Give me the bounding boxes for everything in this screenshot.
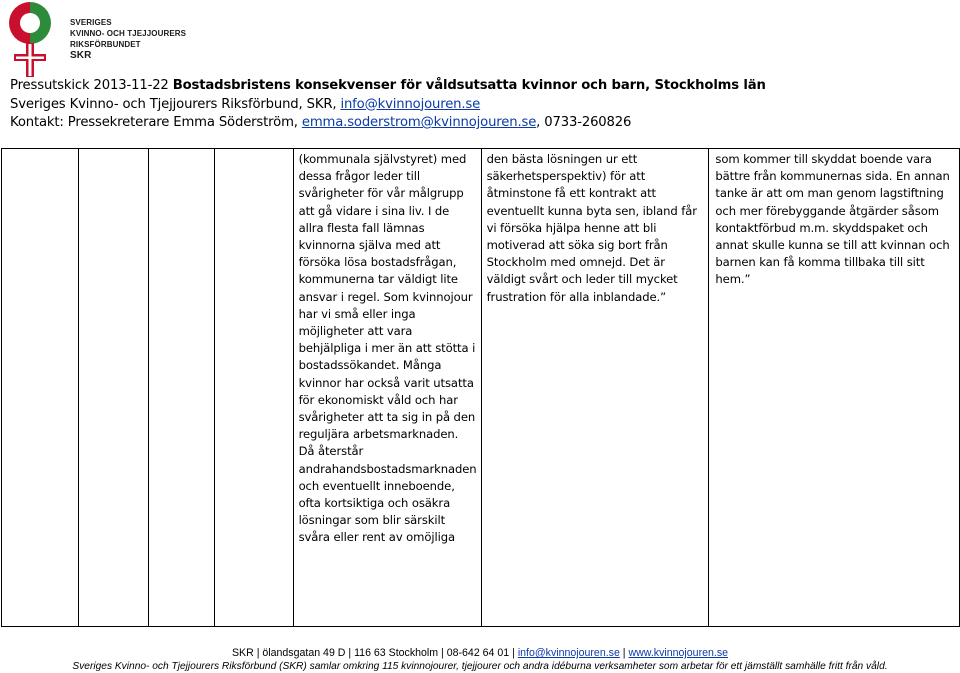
cell-text-col7: som kommer till skyddat boende vara bättre från kommunernas sida. En annan tanke är att om man genom lagstiftning och mer förebyggande åtgärder såsom kontaktförbud m.m. skyddspaket och annat skulle kunna se till att kvinnan och barnen kan få komma tillbaka till sitt hem.”	[715, 152, 950, 287]
skr-logo	[8, 0, 188, 80]
table-cell-2	[79, 149, 148, 627]
footer-address: SKR | ölandsgatan 49 D | 116 63 Stockholm | 08-642 64 01 | info@kvinnojouren.se | www.kvinnojouren.se	[231, 647, 729, 659]
contact-line: Kontakt: Pressekreterare Emma Söderström, emma.soderstrom@kvinnojouren.se, 0733-260826	[10, 115, 632, 130]
footer-description: Sveriges Kvinno- och Tjejjourers Riksförbund (SKR) samlar omkring 115 kvinnojourer, tjejjourer och andra idéburna verksamheter som arbetar för ett jämställt samhälle fritt från våld.	[72, 661, 888, 672]
logo-wordmark: SVERIGES KVINNO- OCH TJEJJOURERS RIKSFÖRBUNDET SKR	[70, 18, 187, 61]
press-title-line	[10, 77, 766, 96]
cell-text-col5: (kommunala självstyret) med dessa frågor leder till svårigheter för vår målgrupp att gå vidare i sina liv. I de allra flesta fall lämnas kvinnorna själva med att försöka lösa bostadsfrågan, kommunerna tar väldigt lite ansvar i regel. Som kvinnojour har vi små eller inga möjligheter att vara behjälpliga i mer än att stötta i bostadssökandet. Många kvinnor har också varit utsatta för ekonomiskt våld och har svårigheter att ta sig in på den reguljära arbetsmarknaden. Då återstår andrahandsbostadsmarknaden och eventuellt inneboende, ofta kortsiktiga och osäkra lösningar som blir särskilt svåra eller rent av omöjliga	[298, 152, 477, 545]
contact-email-link[interactable]: emma.soderstrom@kvinnojouren.se	[301, 115, 537, 130]
footer-web-link[interactable]: www.kvinnojouren.se	[628, 647, 729, 659]
table-cell-5	[293, 149, 481, 627]
table-row	[2, 149, 960, 627]
table-cell-7	[709, 149, 960, 627]
table-cell-4	[215, 149, 293, 627]
venus-symbol-icon	[8, 0, 68, 80]
press-date: Pressutskick 2013-11-22	[10, 78, 169, 93]
org-line: Sveriges Kvinno- och Tjejjourers Riksförbund, SKR, info@kvinnojouren.se	[10, 96, 481, 112]
press-title: Bostadsbristens konsekvenser för våldsutsatta kvinnor och barn, Stockholms län	[172, 78, 766, 93]
table-cell-3	[148, 149, 215, 627]
table-cell-1	[2, 149, 79, 627]
survey-table	[1, 148, 960, 627]
page-footer	[0, 647, 960, 673]
footer-email-link[interactable]: info@kvinnojouren.se	[517, 647, 620, 659]
cell-text-col6: den bästa lösningen ur ett säkerhetsperspektiv) för att åtminstone få ett kontrakt att eventuellt kunna byta sen, ibland får vi försöka hjälpa henne att bli motiverad att söka sig bort från Stockholm med omnejd. Det är väldigt svårt och leder till mycket frustration för alla inblandade.”	[486, 152, 697, 304]
table-cell-6	[481, 149, 709, 627]
org-email-link[interactable]: info@kvinnojouren.se	[340, 96, 481, 112]
press-header	[10, 77, 766, 133]
